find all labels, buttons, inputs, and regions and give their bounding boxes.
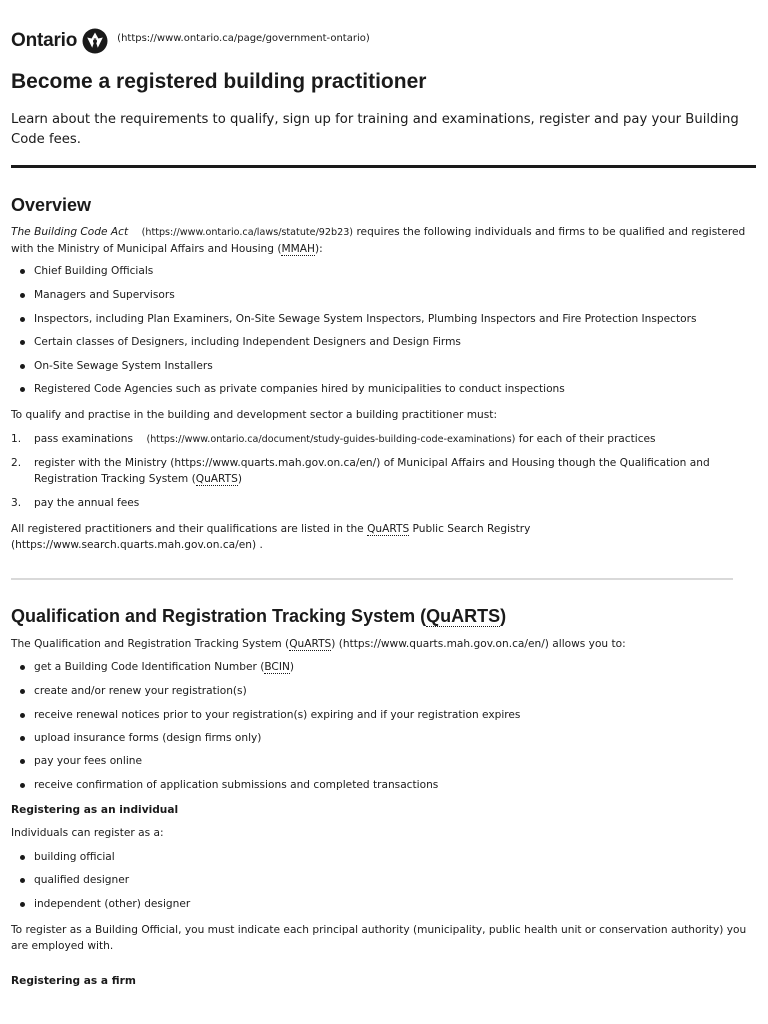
- header-divider: [11, 165, 756, 168]
- ontario-logo-text[interactable]: Ontario: [11, 30, 78, 51]
- qualify-intro: To qualify and practise in the building and development sector a building practitioner must:: [11, 409, 498, 421]
- firm-heading: Registering as a firm: [11, 975, 136, 987]
- quarts-intro: The Qualification and Registration Tracking System (QuARTS) (https://www.quarts.mah.gov.on.ca/en/) allows you to:: [11, 638, 626, 650]
- site-header: [11, 28, 370, 54]
- building-code-act-url[interactable]: (https://www.ontario.ca/laws/statute/92b23): [141, 227, 354, 238]
- registry-paragraph: All registered practitioners and their qualifications are listed in the QuARTS Public Search Registry (https://www.search.quarts.mah.gov.on.ca/en) .: [11, 523, 531, 551]
- bcin-abbr: BCIN: [264, 661, 290, 673]
- overview-heading: Overview: [11, 195, 92, 215]
- quarts-heading: Qualification and Registration Tracking System (QuARTS): [11, 606, 507, 626]
- quarts-abbr: QuARTS: [367, 523, 410, 535]
- page-title: Become a registered building practitioner: [11, 70, 427, 93]
- ontario-trillium-icon[interactable]: [82, 28, 108, 54]
- mmah-abbr: MMAH: [281, 243, 315, 255]
- section-divider: [11, 578, 733, 580]
- public-search-registry-link[interactable]: Public Search Registry: [412, 523, 531, 535]
- registry-url[interactable]: (https://www.search.quarts.mah.gov.on.ca/en) .: [11, 539, 263, 551]
- building-code-act-link[interactable]: The Building Code Act: [11, 226, 129, 238]
- quarts-abbr: QuARTS: [195, 473, 238, 485]
- quarts-abbr: QuARTS: [289, 638, 332, 650]
- overview-intro: The Building Code Act (https://www.ontario.ca/laws/statute/92b23) requires the following individuals and firms to be qualified and registered with the Ministry of Municipal Affairs and Housing (MMAH):: [11, 226, 746, 255]
- quarts-abbr: QuARTS: [426, 606, 501, 626]
- individual-intro: Individuals can register as a:: [11, 827, 164, 839]
- register-ministry-link[interactable]: register with the Ministry (https://www.quarts.mah.gov.on.ca/en/) of Municipal Affairs and Housing though the Qualification and Registration Tracking System (: [34, 457, 710, 485]
- individual-heading: Registering as an individual: [11, 804, 179, 816]
- logo-url[interactable]: (https://www.ontario.ca/page/government-ontario): [117, 32, 370, 44]
- lead-paragraph: Learn about the requirements to qualify, sign up for training and examinations, register and pay your Building Code fees.: [11, 112, 739, 147]
- study-guides-url[interactable]: (https://www.ontario.ca/document/study-guides-building-code-examinations): [146, 434, 516, 445]
- official-note: To register as a Building Official, you must indicate each principal authority (municipality, public health unit or conservation authority) you are employed with.: [11, 924, 747, 952]
- quarts-link[interactable]: ) (https://www.quarts.mah.gov.on.ca/en/) allows you to:: [331, 638, 626, 650]
- pass-examinations-link[interactable]: pass examinations: [34, 433, 133, 445]
